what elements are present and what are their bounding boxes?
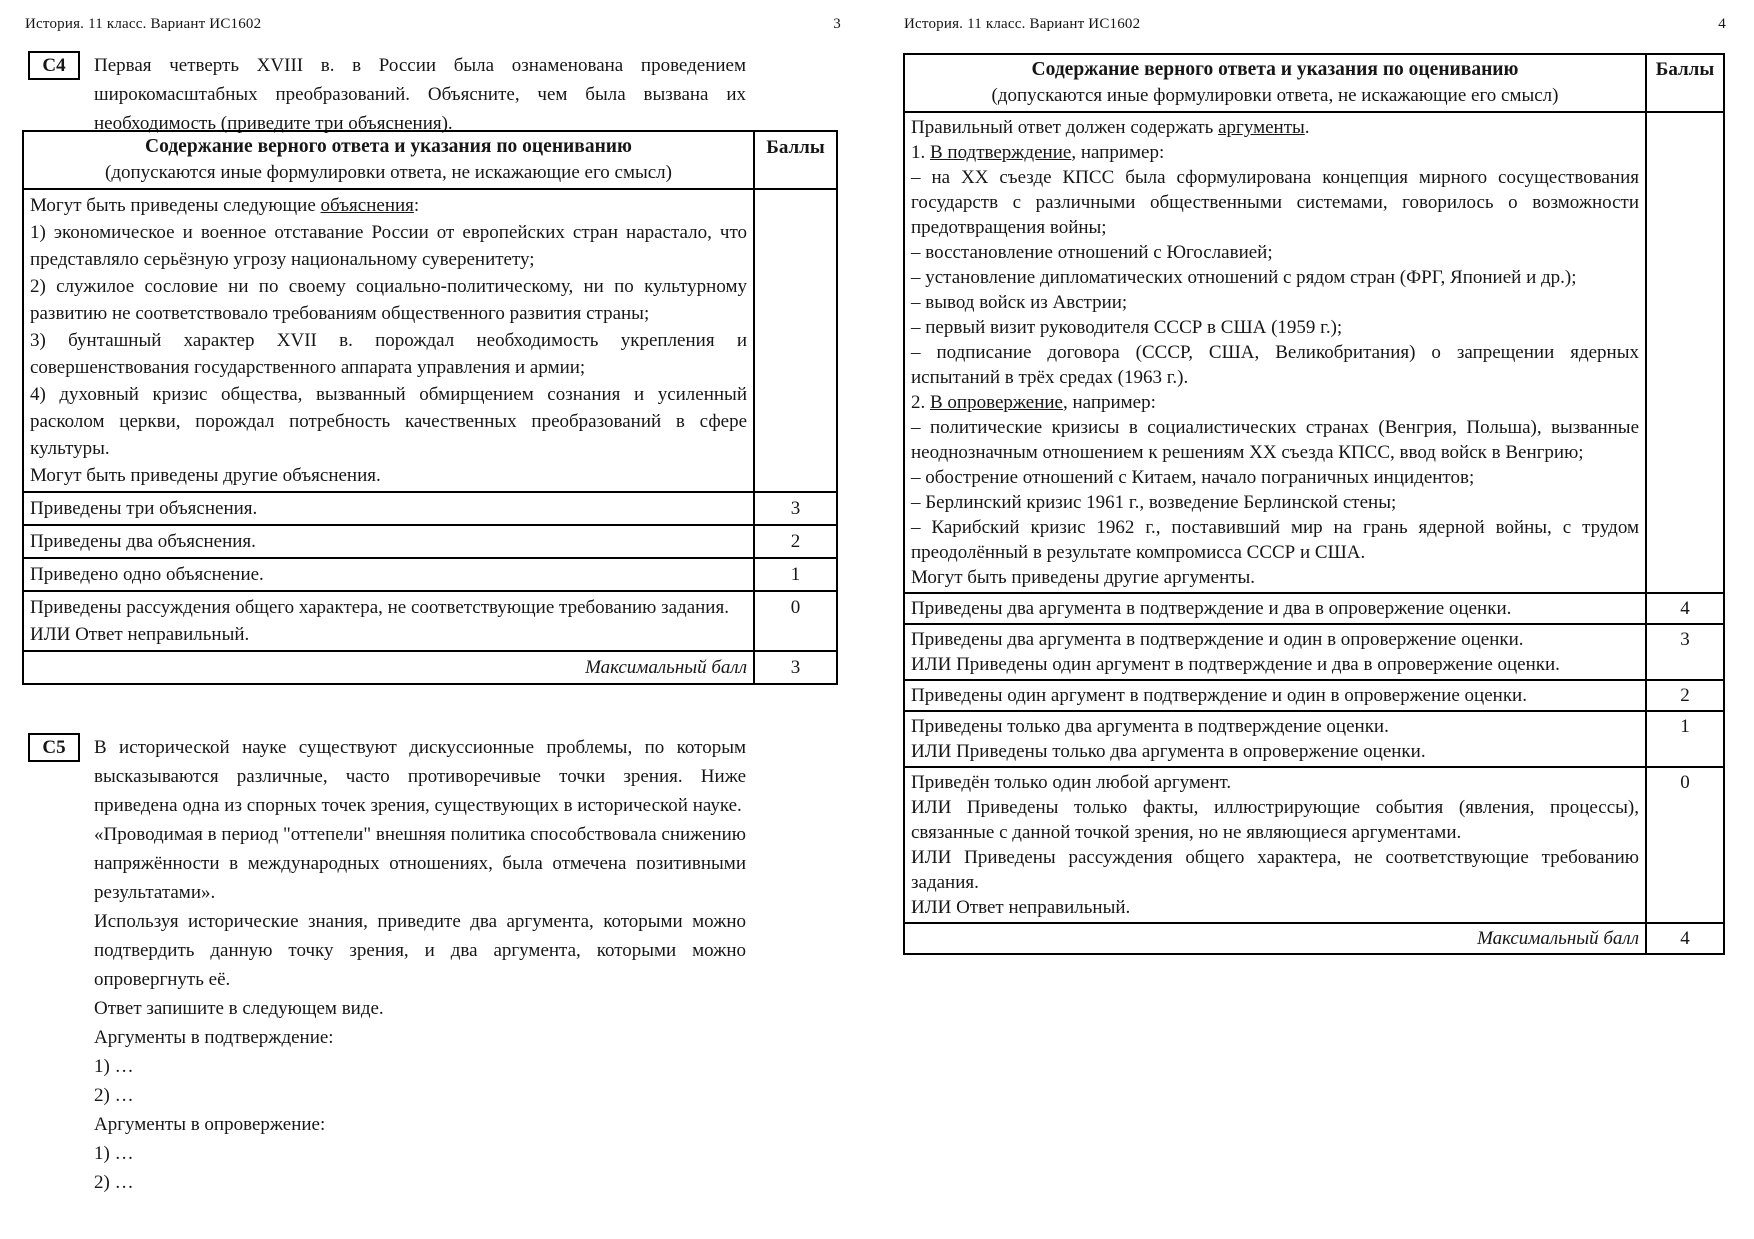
max-score-value: 4 (1646, 923, 1724, 954)
score-cell: 3 (1646, 624, 1724, 680)
question-c5-paragraph: Аргументы в опровержение: (94, 1114, 326, 1135)
score-cell: 4 (1646, 593, 1724, 624)
c4-scoring-table (22, 130, 838, 685)
answer-intro-post: . (1304, 117, 1310, 138)
score-cell-empty (1646, 112, 1724, 593)
criteria-line: ИЛИ Приведены один аргумент в подтверждение и два в опровержение оценки. (911, 654, 1560, 675)
table-header-row (904, 54, 1724, 112)
refute-heading-underlined: В опровержение (930, 392, 1063, 413)
criteria-cell (904, 624, 1646, 680)
max-score-label: Максимальный балл (904, 923, 1646, 954)
answer-content-cell (23, 189, 754, 492)
confirm-argument: – подписание договора (СССР, США, Великобритания) о запрещении ядерных испытаний в трёх средах (1963 г.). (911, 342, 1639, 388)
criteria-cell (904, 711, 1646, 767)
criteria-row (904, 767, 1724, 923)
question-c5-paragraph: 2) … (94, 1172, 134, 1193)
score-cell: 3 (754, 492, 837, 525)
criteria-line: Приведены два аргумента в подтверждение и один в опровержение оценки. (911, 629, 1524, 650)
page-4-header (904, 16, 1726, 33)
criteria-header-line2: (допускаются иные формулировки ответа, не искажающие его смысл) (105, 162, 672, 183)
answer-intro-underlined: аргументы (1218, 117, 1305, 138)
answer-intro-underlined: объяснения (320, 195, 414, 216)
question-c5 (28, 733, 746, 1197)
criteria-cell (23, 558, 754, 591)
score-cell: 1 (1646, 711, 1724, 767)
question-c5-paragraph: 1) … (94, 1056, 134, 1077)
confirm-heading-post: , например: (1071, 142, 1165, 163)
criteria-cell (23, 492, 754, 525)
criteria-line: Приведены два объяснения. (30, 531, 256, 552)
question-c4 (28, 51, 746, 138)
question-c5-text (94, 733, 746, 1197)
criteria-header-line2: (допускаются иные формулировки ответа, не искажающие его смысл) (991, 85, 1559, 106)
page-3-header (25, 16, 841, 33)
criteria-row (904, 680, 1724, 711)
refute-heading-post: , например: (1062, 392, 1156, 413)
question-c4-label: С4 (28, 51, 80, 80)
score-cell-empty (754, 189, 837, 492)
answer-intro-post: : (413, 195, 420, 216)
question-c5-label: С5 (28, 733, 80, 762)
question-c5-paragraph: Аргументы в подтверждение: (94, 1027, 334, 1048)
confirm-argument: – вывод войск из Австрии; (911, 292, 1128, 313)
score-cell: 0 (754, 591, 837, 651)
criteria-header-line1: Содержание верного ответа и указания по оцениванию (1031, 59, 1519, 80)
criteria-line: Приведено одно объяснение. (30, 564, 264, 585)
score-cell: 2 (754, 525, 837, 558)
question-c5-paragraph: Используя исторические знания, приведите два аргумента, которыми можно подтвердить данную точку зрения, и два аргумента, которыми можно опровергнуть её. (94, 911, 746, 990)
criteria-cell (904, 767, 1646, 923)
criteria-cell (904, 680, 1646, 711)
criteria-line: Приведены два аргумента в подтверждение и два в опровержение оценки. (911, 598, 1512, 619)
score-cell: 0 (1646, 767, 1724, 923)
answer-intro (911, 115, 1639, 140)
criteria-row (23, 591, 837, 651)
confirm-argument: – первый визит руководителя СССР в США (1959 г.); (911, 317, 1343, 338)
max-score-row (23, 651, 837, 684)
criteria-line: ИЛИ Ответ неправильный. (30, 624, 250, 645)
answer-outro: Могут быть приведены другие аргументы. (911, 567, 1256, 588)
criteria-line: Приведены три объяснения. (30, 498, 258, 519)
answer-intro-pre: Правильный ответ должен содержать (911, 117, 1219, 138)
criteria-header-cell (23, 131, 754, 189)
criteria-header-cell (904, 54, 1646, 112)
criteria-line: Приведены один аргумент в подтверждение и один в опровержение оценки. (911, 685, 1527, 706)
criteria-line: Приведены рассуждения общего характера, не соответствующие требованию задания. (30, 597, 729, 618)
explanation-item: 1) экономическое и военное отставание России от европейских стран нарастало, что представляло серьёзную угрозу национальному суверенитету; (30, 222, 747, 270)
criteria-cell (23, 591, 754, 651)
confirm-argument: – восстановление отношений с Югославией; (911, 242, 1273, 263)
explanation-item: 2) служилое сословие ни по своему социально-политическому, ни по культурному развитию не соответствовало требованиям общественного развития страны; (30, 276, 747, 324)
confirm-heading-pre: 1. (911, 142, 930, 163)
criteria-cell (904, 593, 1646, 624)
criteria-row (904, 593, 1724, 624)
criteria-row (23, 558, 837, 591)
criteria-line: Приведены только два аргумента в подтверждение оценки. (911, 716, 1389, 737)
criteria-header-line1: Содержание верного ответа и указания по оцениванию (145, 136, 632, 157)
answer-content-row (904, 112, 1724, 593)
question-c5-paragraph: «Проводимая в период "оттепели" внешняя политика способствовала снижению напряжённости в международных отношениях, была отмечена позитивными результатами». (94, 824, 746, 903)
question-c4-text (94, 51, 746, 138)
page-number: 4 (1718, 16, 1726, 32)
question-c5-paragraph: В исторической науке существуют дискуссионные проблемы, по которым высказываются различные, часто противоречивые точки зрения. Ниже приведена одна из спорных точек зрения, существующих в исторической науке. (94, 737, 746, 816)
refute-argument: – Берлинский кризис 1961 г., возведение Берлинской стены; (911, 492, 1397, 513)
answer-outro: Могут быть приведены другие объяснения. (30, 465, 381, 486)
explanation-item: 4) духовный кризис общества, вызванный обмирщением сознания и усиленный расколом церкви, порождал потребность качественных преобразований в сфере культуры. (30, 384, 747, 459)
criteria-line: ИЛИ Приведены только факты, иллюстрирующие события (явления, процессы), связанные с данной точкой зрения, но не являющиеся аргументами. (911, 797, 1639, 843)
page-number: 3 (833, 16, 841, 32)
refute-heading (911, 390, 1639, 415)
answer-intro (30, 192, 747, 219)
score-cell: 2 (1646, 680, 1724, 711)
document-title: История. 11 класс. Вариант ИС1602 (25, 16, 262, 32)
confirm-argument: – установление дипломатических отношений с рядом стран (ФРГ, Японией и др.); (911, 267, 1577, 288)
c5-scoring-table (903, 53, 1725, 955)
score-cell: 1 (754, 558, 837, 591)
confirm-argument: – на XX съезде КПСС была сформулирована концепция мирного сосуществования государств с различными общественными системами, говорилось о возможности предотвращения войны; (911, 167, 1639, 238)
question-c4-paragraph: Первая четверть XVIII в. в России была ознаменована проведением широкомасштабных преобразований. Объясните, чем была вызвана их необходимость (приведите три объяснения). (94, 55, 746, 134)
refute-argument: – обострение отношений с Китаем, начало пограничных инцидентов; (911, 467, 1475, 488)
answer-intro-pre: Могут быть приведены следующие (30, 195, 321, 216)
criteria-line: Приведён только один любой аргумент. (911, 772, 1232, 793)
criteria-cell (23, 525, 754, 558)
criteria-row (904, 624, 1724, 680)
table-header-row (23, 131, 837, 189)
score-header-cell: Баллы (754, 131, 837, 189)
max-score-row (904, 923, 1724, 954)
refute-argument: – политические кризисы в социалистических странах (Венгрия, Польша), вызванные неоднозначным отношением к решениям XX съезда КПСС, ввод войск в Венгрию; (911, 417, 1639, 463)
confirm-heading-underlined: В подтверждение (930, 142, 1072, 163)
criteria-line: ИЛИ Приведены только два аргумента в опровержение оценки. (911, 741, 1426, 762)
explanation-item: 3) бунташный характер XVII в. порождал необходимость укрепления и совершенствования государственного аппарата управления и армии; (30, 330, 747, 378)
criteria-line: ИЛИ Ответ неправильный. (911, 897, 1131, 918)
answer-content-row (23, 189, 837, 492)
criteria-row (23, 492, 837, 525)
refute-heading-pre: 2. (911, 392, 930, 413)
refute-argument: – Карибский кризис 1962 г., поставивший мир на грань ядерной войны, с трудом преодолённый в результате компромисса СССР и США. (911, 517, 1639, 563)
question-c5-paragraph: 2) … (94, 1085, 134, 1106)
answer-content-cell (904, 112, 1646, 593)
question-c5-paragraph: Ответ запишите в следующем виде. (94, 998, 384, 1019)
document-title: История. 11 класс. Вариант ИС1602 (904, 16, 1141, 32)
page-4 (877, 0, 1754, 1239)
question-c5-paragraph: 1) … (94, 1143, 134, 1164)
score-header-cell: Баллы (1646, 54, 1724, 112)
criteria-line: ИЛИ Приведены рассуждения общего характера, не соответствующие требованию задания. (911, 847, 1639, 893)
max-score-label: Максимальный балл (23, 651, 754, 684)
criteria-row (23, 525, 837, 558)
confirm-heading (911, 140, 1639, 165)
criteria-row (904, 711, 1724, 767)
max-score-value: 3 (754, 651, 837, 684)
